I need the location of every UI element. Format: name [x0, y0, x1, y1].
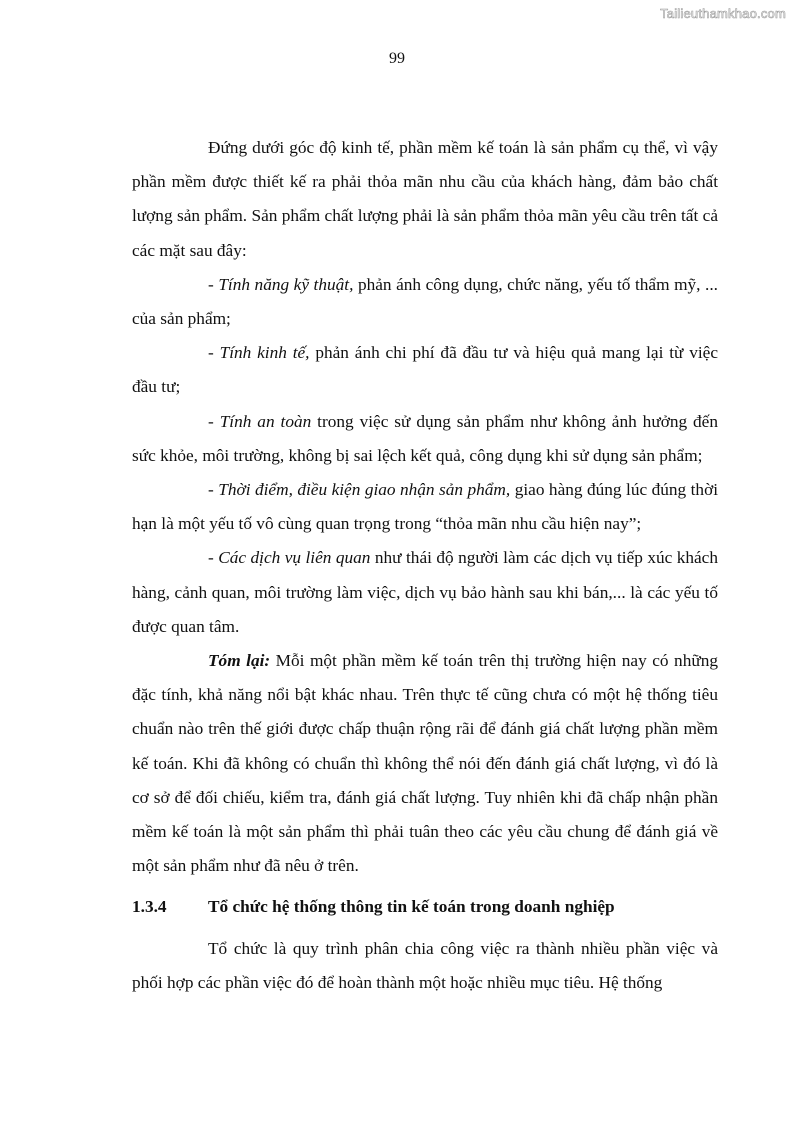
list-term: Các dịch vụ liên quan [218, 548, 371, 568]
list-term: Tính an toàn [219, 411, 312, 431]
list-term: Tính kinh tế, [219, 343, 310, 363]
summary-label: Tóm lại: [208, 651, 271, 671]
section-number: 1.3.4 [132, 897, 167, 917]
intro-paragraph: Đứng dưới góc độ kinh tế, phần mềm kế toán là sản phẩm cụ thể, vì vậy phần mềm được thiết kế ra phải thỏa mãn nhu cầu của khách hàng, đảm bảo chất lượng sản phẩm. Sản phẩm chất lượng phải là sản phẩm thỏa mãn yêu cầu trên tất cả các mặt sau đây: [132, 138, 718, 260]
list-item-delivery [132, 473, 718, 541]
list-dash: - [208, 274, 219, 294]
list-text: giao hàng đúng lúc đúng thời hạn là một yếu tố vô cùng quan trọng trong “thỏa mãn nhu cầu hiện nay”; [132, 480, 719, 534]
list-text: trong việc sử dụng sản phẩm như không ảnh hưởng đến sức khỏe, môi trường, không bị sai lệch kết quả, công dụng khi sử dụng sản phẩm; [132, 411, 718, 465]
document-body [132, 131, 718, 1000]
section-heading [132, 890, 718, 924]
list-term: Thời điểm, điều kiện giao nhận sản phẩm, [218, 480, 511, 500]
list-dash: - [208, 548, 219, 568]
list-item-technical-features [132, 268, 718, 336]
closing-paragraph: Tổ chức là quy trình phân chia công việc ra thành nhiều phần việc và phối hợp các phần việc đó để hoàn thành một hoặc nhiều mục tiêu. Hệ thống [132, 938, 718, 992]
page-number: 99 [389, 50, 405, 67]
list-dash: - [208, 480, 219, 500]
list-item-related-services [132, 541, 718, 644]
list-item-safety [132, 405, 718, 473]
list-text: phản ánh chi phí đã đầu tư và hiệu quả mang lại từ việc đầu tư; [132, 343, 718, 397]
watermark-text: Tailieuthamkhao.com [660, 6, 786, 21]
list-term: Tính năng kỹ thuật, [218, 274, 354, 294]
list-item-economic [132, 336, 718, 404]
list-dash: - [208, 411, 220, 431]
list-text: phản ánh công dụng, chức năng, yếu tố thẩm mỹ, ... của sản phẩm; [132, 274, 719, 329]
summary-text: Mỗi một phần mềm kế toán trên thị trường hiện nay có những đặc tính, khả năng nổi bật khác nhau. Trên thực tế cũng chưa có một hệ thống tiêu chuẩn nào trên thế giới được chấp thuận rộng rãi để đánh giá chất lượng phần mềm kế toán. Khi đã không có chuẩn thì không thể nói đến đánh giá chất lượng, vì đó là cơ sở để đối chiếu, kiểm tra, đánh giá chất lượng. Tuy nhiên khi đã chấp nhận phần mềm kế toán là một sản phẩm thì phải tuân theo các yêu cầu chung để đánh giá về một sản phẩm như đã nêu ở trên. [132, 651, 718, 876]
section-title: Tổ chức hệ thống thông tin kế toán trong doanh nghiệp [208, 897, 615, 917]
list-dash: - [208, 343, 220, 363]
list-text: như thái độ người làm các dịch vụ tiếp xúc khách hàng, cảnh quan, môi trường làm việc, dịch vụ bảo hành sau khi bán,... là các yếu tố được quan tâm. [132, 548, 718, 636]
summary-paragraph [132, 644, 718, 883]
